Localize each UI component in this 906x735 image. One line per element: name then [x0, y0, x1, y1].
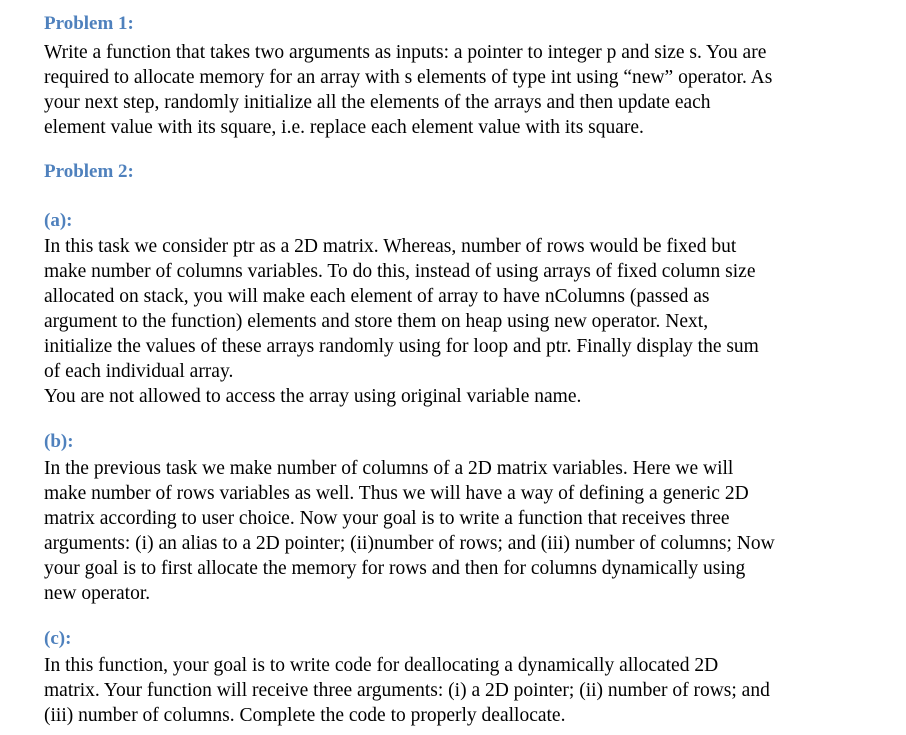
part-b-line: make number of rows variables as well. Thus we will have a way of defining a generic 2D — [44, 483, 749, 504]
part-c-line: matrix. Your function will receive three arguments: (i) a 2D pointer; (ii) number of rows; and — [44, 680, 770, 701]
part-a-line: allocated on stack, you will make each element of array to have nColumns (passed as — [44, 286, 710, 307]
problem-2-heading: Problem 2: — [44, 161, 134, 182]
problem-1-line: your next step, randomly initialize all the elements of the arrays and then update each — [44, 92, 711, 113]
part-b-line: In the previous task we make number of columns of a 2D matrix variables. Here we will — [44, 458, 734, 479]
part-a-line: You are not allowed to access the array using original variable name. — [44, 386, 582, 407]
part-a-heading: (a): — [44, 210, 73, 231]
problem-1-body — [44, 40, 772, 140]
part-c-line: (iii) number of columns. Complete the code to properly deallocate. — [44, 705, 566, 726]
problem-1-line: Write a function that takes two arguments as inputs: a pointer to integer p and size s. You are — [44, 42, 767, 63]
part-a-line: argument to the function) elements and store them on heap using new operator. Next, — [44, 311, 709, 332]
part-b-body — [44, 456, 775, 606]
part-c-heading: (c): — [44, 628, 72, 649]
part-b-heading: (b): — [44, 431, 74, 452]
part-c-body — [44, 653, 770, 728]
problem-1-line: element value with its square, i.e. replace each element value with its square. — [44, 117, 644, 138]
part-a-line: of each individual array. — [44, 361, 234, 382]
problem-1-heading: Problem 1: — [44, 13, 134, 34]
part-a-body — [44, 234, 759, 409]
part-a-line: In this task we consider ptr as a 2D matrix. Whereas, number of rows would be fixed but — [44, 236, 737, 257]
part-a-line: make number of columns variables. To do this, instead of using arrays of fixed column size — [44, 261, 756, 282]
part-b-line: matrix according to user choice. Now your goal is to write a function that receives three — [44, 508, 730, 529]
problem-1-line: required to allocate memory for an array with s elements of type int using “new” operator. As — [44, 67, 773, 88]
part-b-line: arguments: (i) an alias to a 2D pointer; (ii)number of rows; and (iii) number of columns; Now — [44, 533, 775, 554]
part-b-line: your goal is to first allocate the memory for rows and then for columns dynamically using — [44, 558, 746, 579]
part-c-line: In this function, your goal is to write code for deallocating a dynamically allocated 2D — [44, 655, 719, 676]
part-a-line: initialize the values of these arrays randomly using for loop and ptr. Finally display the sum — [44, 336, 759, 357]
part-b-line: new operator. — [44, 583, 151, 604]
